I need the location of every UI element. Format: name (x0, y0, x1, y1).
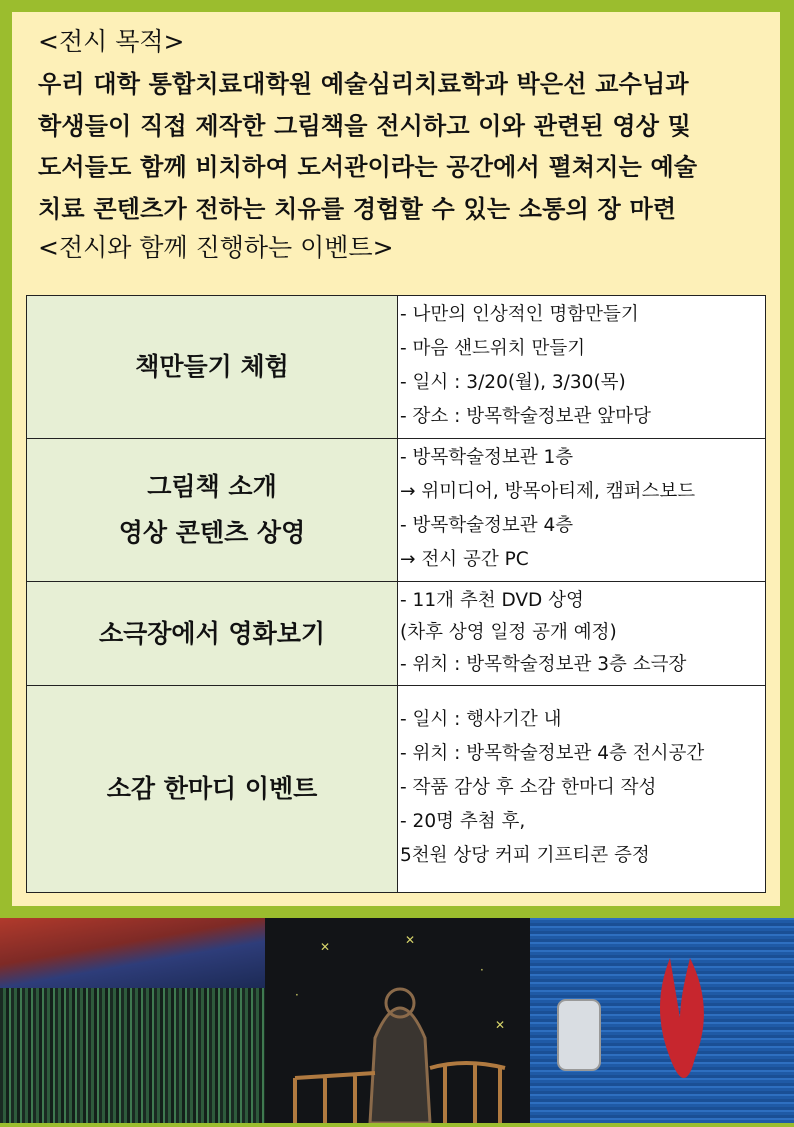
event-row (27, 439, 766, 582)
event-name: 소감 한마디 이벤트 (27, 686, 398, 893)
event-name: 그림책 소개 영상 콘텐츠 상영 (27, 439, 398, 582)
content-panel (12, 12, 780, 906)
events-table (26, 295, 766, 893)
purpose-line: 우리 대학 통합치료대학원 예술심리치료학과 박은선 교수님과 (38, 70, 689, 98)
purpose-line: 학생들이 직접 제작한 그림책을 전시하고 이와 관련된 영상 및 (38, 111, 692, 140)
events-heading: <전시와 함께 진행하는 이벤트> (38, 233, 394, 262)
star-icon: ✕ (320, 940, 331, 954)
event-details: - 11개 추천 DVD 상영 (차후 상영 일정 공개 예정) - 위치 : 방목학술정보관 3층 소극장 (398, 582, 766, 686)
purpose-text (38, 64, 762, 230)
star-icon: · (480, 963, 484, 977)
star-icon: ✕ (405, 933, 416, 947)
event-row (27, 582, 766, 686)
artwork-painting-1 (0, 918, 265, 1123)
event-name: 소극장에서 영화보기 (27, 582, 398, 686)
painting-figure (265, 918, 530, 1123)
event-name: 책만들기 체험 (27, 296, 398, 439)
purpose-line: 도서들도 함께 비치하여 도서관이라는 공간에서 펼쳐지는 예술 (38, 153, 698, 181)
artwork-painting-3 (530, 918, 794, 1123)
event-details: - 나만의 인상적인 명함만들기 - 마음 샌드위치 만들기 - 일시 : 3/20(월), 3/30(목) - 장소 : 방목학술정보관 앞마당 (398, 296, 766, 439)
event-details: - 일시 : 행사기간 내 - 위치 : 방목학술정보관 4층 전시공간 - 작품 감상 후 소감 한마디 작성 - 20명 추첨 후, 5천원 상당 커피 기프티콘 증정 (398, 686, 766, 893)
purpose-heading: <전시 목적> (38, 27, 185, 56)
star-icon: ✕ (495, 1018, 506, 1032)
painting-objects (530, 918, 794, 1123)
event-row (27, 686, 766, 893)
event-details: - 방목학술정보관 1층 → 위미디어, 방목아티제, 캠퍼스보드 - 방목학술정보관 4층 → 전시 공간 PC (398, 439, 766, 582)
artwork-painting-2 (265, 918, 530, 1123)
painting-sky (0, 918, 265, 988)
purpose-line: 치료 콘텐츠가 전하는 치유를 경험할 수 있는 소통의 장 마련 (38, 194, 677, 223)
event-row (27, 296, 766, 439)
star-icon: · (295, 988, 299, 1002)
